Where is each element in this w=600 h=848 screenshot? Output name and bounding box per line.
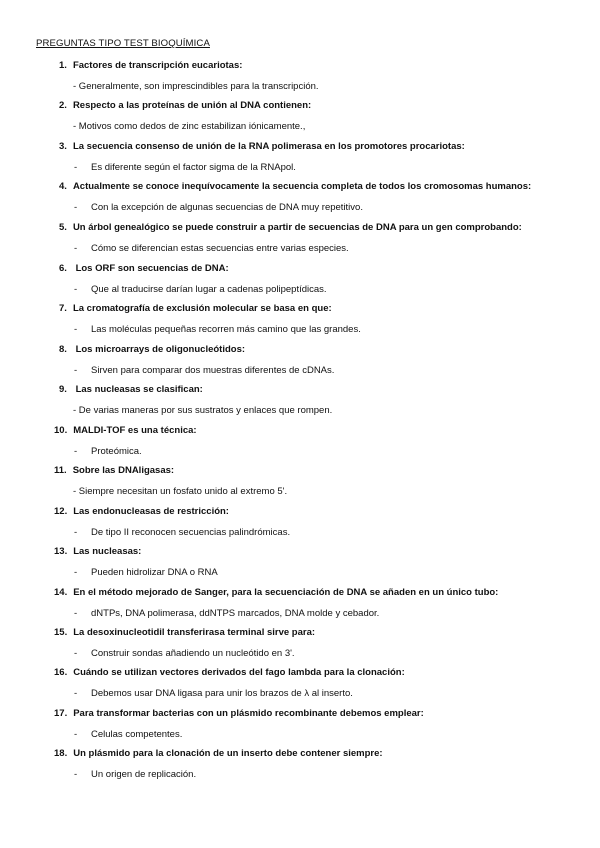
question-number: 4. [59, 181, 67, 192]
answer: Con la excepción de algunas secuencias de DNA muy repetitivo. [91, 202, 363, 213]
question-number: 15. [54, 627, 68, 638]
question-text: Cuándo se utilizan vectores derivados del fago lambda para la clonación: [73, 667, 405, 678]
question [54, 100, 311, 111]
answer: - De varias maneras por sus sustratos y enlaces que rompen. [73, 405, 333, 416]
answer: Proteómica. [91, 446, 142, 457]
document-title: PREGUNTAS TIPO TEST BIOQUÍMICA [36, 38, 210, 49]
question-text: Un árbol genealógico se puede construir a partir de secuencias de DNA para un gen comprobando: [72, 222, 522, 233]
question-number: 13. [54, 546, 68, 557]
question [54, 667, 405, 678]
question-number: 18. [54, 748, 68, 759]
answer: Las moléculas pequeñas recorren más camino que las grandes. [91, 324, 361, 335]
answer-bullet: - [74, 284, 78, 295]
question-number: 6. [59, 263, 67, 274]
question-text: La cromatografía de exclusión molecular se basa en que: [72, 303, 332, 314]
question-number: 17. [54, 708, 68, 719]
answer-bullet: - [74, 527, 78, 538]
question-number: 3. [59, 141, 67, 152]
question [54, 384, 203, 395]
answer: dNTPs, DNA polimerasa, ddNTPS marcados, DNA molde y cebador. [91, 608, 380, 619]
answer-bullet: - [74, 648, 78, 659]
question-text: Las nucleasas: [73, 546, 142, 557]
answer: Sirven para comparar dos muestras diferentes de cDNAs. [91, 365, 335, 376]
answer: - Generalmente, son imprescindibles para la transcripción. [73, 81, 319, 92]
question [54, 222, 522, 233]
answer: Construir sondas añadiendo un nucleótido en 3'. [91, 648, 295, 659]
question-text: Sobre las DNAligasas: [72, 465, 175, 476]
answer-bullet: - [74, 688, 78, 699]
answer: Cómo se diferencian estas secuencias entre varias especies. [91, 243, 349, 254]
question [54, 587, 498, 598]
answer: - Siempre necesitan un fosfato unido al extremo 5'. [73, 486, 288, 497]
answer-bullet: - [74, 729, 78, 740]
answer: De tipo II reconocen secuencias palindrómicas. [91, 527, 291, 538]
question-number: 5. [59, 222, 67, 233]
answer-bullet: - [74, 608, 78, 619]
question-text: Las endonucleasas de restricción: [73, 506, 229, 517]
answer-bullet: - [74, 769, 78, 780]
question-text: Las nucleasas se clasifican: [72, 384, 203, 395]
question-number: 9. [59, 384, 67, 395]
question [54, 506, 229, 517]
answer-bullet: - [74, 324, 78, 335]
question-number: 11. [54, 465, 67, 476]
question-number: 7. [59, 303, 67, 314]
question [54, 60, 242, 71]
question-number: 14. [54, 587, 68, 598]
answer-bullet: - [74, 567, 78, 578]
question [54, 181, 531, 192]
question [54, 303, 332, 314]
question-text: Actualmente se conoce inequívocamente la secuencia completa de todos los cromosomas humanos: [72, 181, 532, 192]
question [54, 263, 229, 274]
question-text: La secuencia consenso de unión de la RNA polimerasa en los promotores procariotas: [72, 141, 465, 152]
question-number: 2. [59, 100, 67, 111]
question-text: Los microarrays de oligonucleótidos: [72, 344, 246, 355]
question-number: 12. [54, 506, 68, 517]
question [54, 748, 383, 759]
question-number: 1. [59, 60, 67, 71]
question [54, 344, 245, 355]
question-text: Factores de transcripción eucariotas: [72, 60, 243, 71]
question-number: 16. [54, 667, 68, 678]
answer-bullet: - [74, 202, 78, 213]
question [54, 627, 315, 638]
question [54, 708, 424, 719]
question-text: MALDI-TOF es una técnica: [73, 425, 197, 436]
answer: Debemos usar DNA ligasa para unir los brazos de λ al inserto. [91, 688, 353, 699]
answer-bullet: - [74, 162, 78, 173]
answer: Celulas competentes. [91, 729, 183, 740]
answer: Un origen de replicación. [91, 769, 197, 780]
question-text: La desoxinucleotidil transferirasa terminal sirve para: [73, 627, 316, 638]
question [54, 141, 465, 152]
answer: - Motivos como dedos de zinc estabilizan iónicamente., [73, 121, 306, 132]
answer-bullet: - [74, 365, 78, 376]
question-text: Respecto a las proteínas de unión al DNA contienen: [72, 100, 312, 111]
question-text: Un plásmido para la clonación de un inserto debe contener siempre: [73, 748, 383, 759]
question [54, 425, 197, 436]
question-text: Para transformar bacterias con un plásmido recombinante debemos emplear: [73, 708, 424, 719]
question-number: 8. [59, 344, 67, 355]
question-text: Los ORF son secuencias de DNA: [72, 263, 229, 274]
question-text: En el método mejorado de Sanger, para la secuenciación de DNA se añaden en un único tubo: [73, 587, 499, 598]
answer-bullet: - [74, 446, 78, 457]
question-number: 10. [54, 425, 68, 436]
answer-bullet: - [74, 243, 78, 254]
answer: Pueden hidrolizar DNA o RNA [91, 567, 218, 578]
answer: Que al traducirse darían lugar a cadenas polipeptídicas. [91, 284, 327, 295]
question [54, 546, 141, 557]
question [54, 465, 174, 476]
answer: Es diferente según el factor sigma de la RNApol. [91, 162, 296, 173]
